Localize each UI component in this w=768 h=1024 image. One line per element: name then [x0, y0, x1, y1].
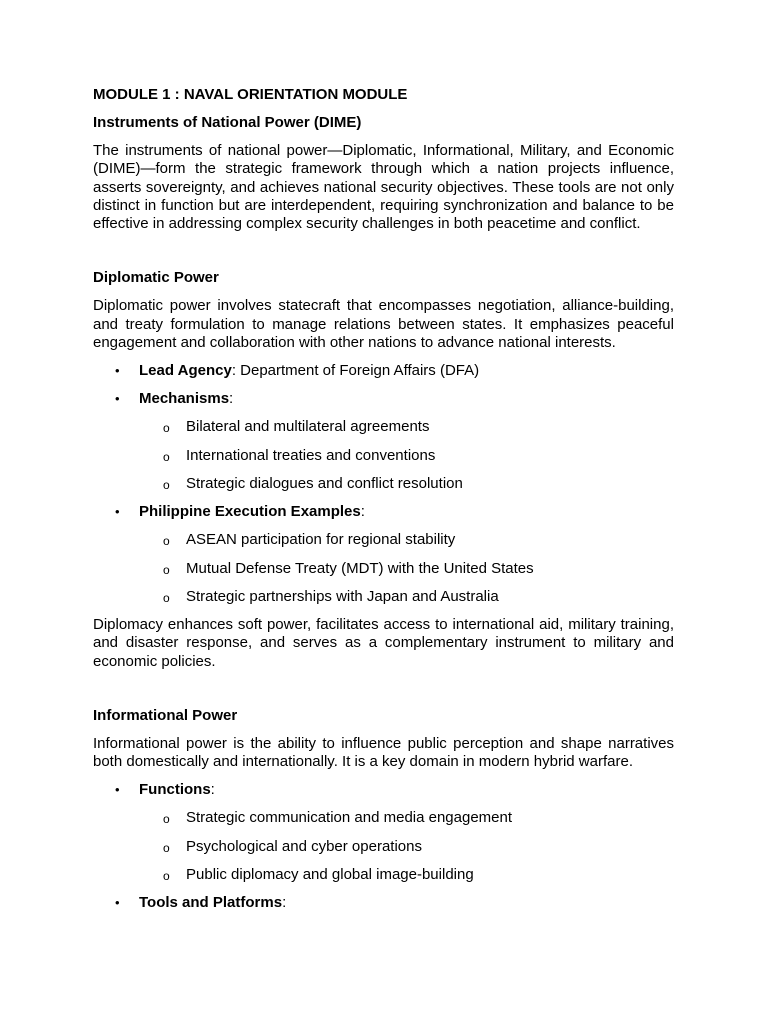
list-item [139, 560, 674, 578]
mechanisms-sublist [139, 418, 674, 493]
bullet-marker: • [115, 363, 120, 379]
mechanisms-label: Mechanisms [139, 390, 230, 408]
lead-agency-value: : Department of Foreign Affairs (DFA) [231, 362, 480, 380]
sub-bullet-marker: o [163, 562, 170, 577]
informational-bullet-list [93, 781, 674, 912]
function-text: Strategic communication and media engagement [186, 809, 513, 827]
sub-bullet-marker: o [163, 869, 170, 884]
functions-sublist [139, 809, 674, 884]
colon: : [360, 503, 365, 521]
list-item [139, 588, 674, 606]
tools-label: Tools and Platforms [139, 894, 283, 912]
examples-label: Philippine Execution Examples [139, 503, 361, 521]
mechanism-text: International treaties and conventions [186, 446, 436, 464]
intro-heading: Instruments of National Power (DIME) [93, 114, 362, 131]
mechanism-text: Bilateral and multilateral agreements [186, 418, 430, 436]
lead-agency-item [93, 362, 674, 380]
diplomatic-bullet-list [93, 362, 674, 606]
bullet-marker: • [115, 504, 120, 520]
section-gap [93, 243, 674, 269]
document-page [93, 86, 674, 922]
example-text: Mutual Defense Treaty (MDT) with the United States [186, 559, 534, 577]
list-item [139, 838, 674, 856]
examples-sublist [139, 531, 674, 606]
example-text: Strategic partnerships with Japan and Australia [186, 587, 499, 605]
sub-bullet-marker: o [163, 590, 170, 605]
function-text: Public diplomacy and global image-building [186, 866, 474, 884]
colon: : [282, 894, 287, 912]
colon: : [210, 781, 215, 799]
functions-label: Functions [139, 781, 211, 799]
examples-item [93, 503, 674, 606]
functions-item [93, 781, 674, 884]
list-item [139, 866, 674, 884]
informational-paragraph: Informational power is the ability to influence public perception and shape narratives both domestically and internationally. It is a key domain in modern hybrid warfare. [93, 734, 674, 771]
bullet-marker: • [115, 895, 120, 911]
sub-bullet-marker: o [163, 421, 170, 436]
lead-agency-label: Lead Agency [139, 362, 232, 380]
example-text: ASEAN participation for regional stability [186, 531, 456, 549]
module-title: MODULE 1 : NAVAL ORIENTATION MODULE [93, 86, 408, 103]
diplomatic-closing: Diplomacy enhances soft power, facilitates access to international aid, military training, and disaster response, and serves as a complementary instrument to military and economic policies. [93, 615, 674, 670]
intro-paragraph: The instruments of national power—Diplomatic, Informational, Military, and Economic (DIME)—form the strategic framework through which a nation projects influence, asserts sovereignty, and achieves national security objectives. These tools are not only distinct in function but are interdependent, requiring synchronization and balance to be effective in addressing complex security challenges in both peacetime and conflict. [93, 142, 674, 233]
list-item [139, 475, 674, 493]
bullet-marker: • [115, 391, 120, 407]
function-text: Psychological and cyber operations [186, 837, 422, 855]
section-gap [93, 681, 674, 707]
sub-bullet-marker: o [163, 449, 170, 464]
sub-bullet-marker: o [163, 534, 170, 549]
diplomatic-heading: Diplomatic Power [93, 269, 219, 287]
colon: : [229, 390, 234, 408]
list-item [139, 809, 674, 827]
tools-item [93, 894, 674, 912]
mechanisms-item [93, 390, 674, 493]
mechanism-text: Strategic dialogues and conflict resolution [186, 475, 463, 493]
list-item [139, 447, 674, 465]
bullet-marker: • [115, 782, 120, 798]
sub-bullet-marker: o [163, 840, 170, 855]
diplomatic-paragraph: Diplomatic power involves statecraft that encompasses negotiation, alliance-building, and treaty formulation to manage relations between states. It emphasizes peaceful engagement and collaboration with other nations to advance national interests. [93, 297, 674, 352]
sub-bullet-marker: o [163, 812, 170, 827]
list-item [139, 418, 674, 436]
sub-bullet-marker: o [163, 478, 170, 493]
informational-heading: Informational Power [93, 706, 238, 724]
list-item [139, 531, 674, 549]
